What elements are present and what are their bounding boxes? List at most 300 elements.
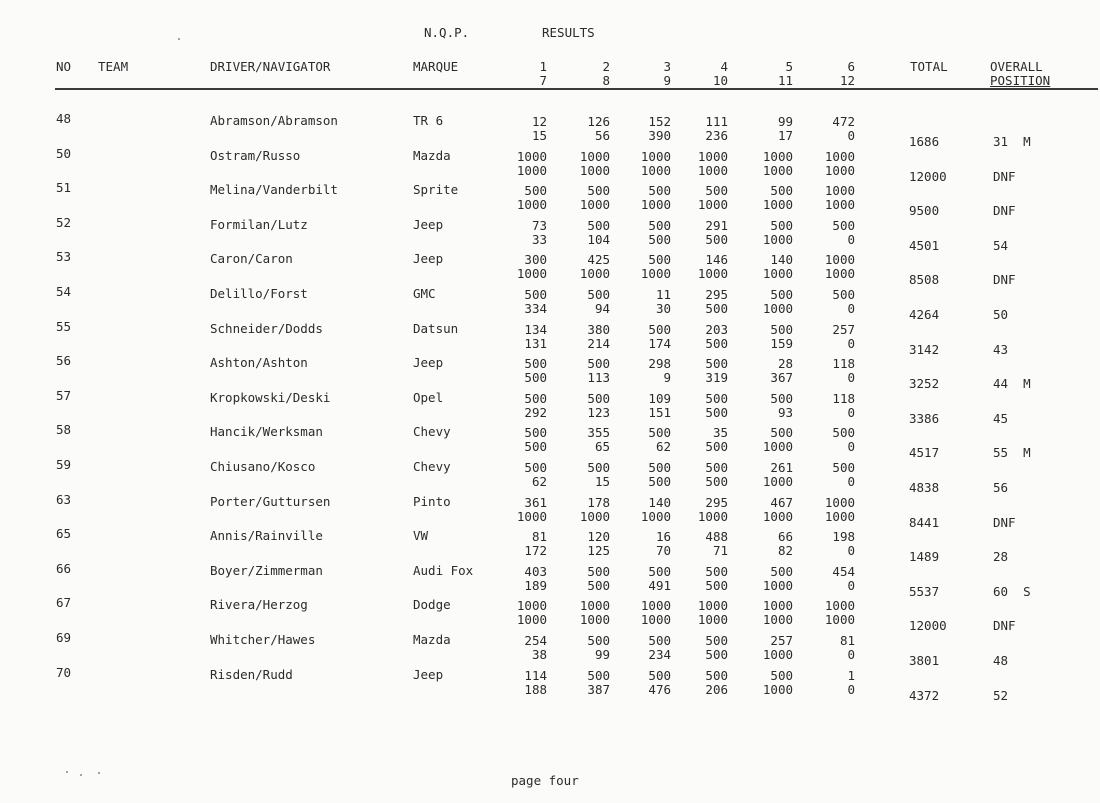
leg-score: 500 xyxy=(770,322,793,337)
leg-score: 71 xyxy=(712,543,728,558)
overall-position: 44 M xyxy=(993,376,1031,391)
leg-score: 0 xyxy=(847,370,855,385)
marque: Audi Fox xyxy=(413,563,474,578)
leg-score: 1000 xyxy=(640,163,671,178)
leg-score: 500 xyxy=(587,287,610,302)
overall-position: 50 xyxy=(993,307,1009,322)
driver-navigator: Rivera/Herzog xyxy=(210,597,308,612)
leg-score: 65 xyxy=(594,439,610,454)
overall-position: 54 xyxy=(993,238,1009,253)
leg-score: 500 xyxy=(705,183,728,198)
leg-heading: 10 xyxy=(712,73,728,88)
leg-score: 454 xyxy=(832,564,855,579)
total-score: 3801 xyxy=(909,653,940,668)
driver-navigator: Formilan/Lutz xyxy=(210,217,308,232)
leg-score: 28 xyxy=(777,356,793,371)
overall-position: 56 xyxy=(993,480,1009,495)
leg-score: 236 xyxy=(705,128,728,143)
leg-score: 104 xyxy=(587,232,610,247)
speck xyxy=(98,772,100,774)
leg-score: 500 xyxy=(587,460,610,475)
leg-score: 188 xyxy=(524,682,547,697)
total-score: 4517 xyxy=(909,445,940,460)
leg-score: 206 xyxy=(705,682,728,697)
leg-score: 1000 xyxy=(762,266,793,281)
marque: Datsun xyxy=(413,321,459,336)
leg-score: 134 xyxy=(524,322,547,337)
entry-number: 69 xyxy=(56,630,72,645)
leg-score: 0 xyxy=(847,336,855,351)
marque: Jeep xyxy=(413,217,444,232)
leg-score: 109 xyxy=(648,391,671,406)
leg-score: 1000 xyxy=(579,163,610,178)
leg-score: 500 xyxy=(524,391,547,406)
leg-score: 500 xyxy=(705,439,728,454)
leg-score: 1000 xyxy=(824,509,855,524)
leg-score: 500 xyxy=(648,425,671,440)
total-score: 12000 xyxy=(909,169,947,184)
leg-score: 203 xyxy=(705,322,728,337)
leg-score: 254 xyxy=(524,633,547,648)
leg-score: 500 xyxy=(587,356,610,371)
leg-heading: 3 xyxy=(663,59,671,74)
driver-navigator: Boyer/Zimmerman xyxy=(210,563,323,578)
leg-score: 500 xyxy=(524,460,547,475)
leg-score: 118 xyxy=(832,356,855,371)
entry-number: 67 xyxy=(56,595,72,610)
leg-score: 198 xyxy=(832,529,855,544)
marque: TR 6 xyxy=(413,113,444,128)
leg-score: 1000 xyxy=(579,612,610,627)
leg-score: 1000 xyxy=(640,509,671,524)
leg-score: 0 xyxy=(847,647,855,662)
leg-score: 1000 xyxy=(697,266,728,281)
speck xyxy=(66,771,68,773)
total-score: 4838 xyxy=(909,480,940,495)
driver-navigator: Abramson/Abramson xyxy=(210,113,338,128)
leg-heading: 2 xyxy=(602,59,610,74)
leg-score: 0 xyxy=(847,682,855,697)
leg-score: 1000 xyxy=(762,149,793,164)
leg-score: 15 xyxy=(594,474,610,489)
overall-position: 60 S xyxy=(993,584,1031,599)
leg-score: 30 xyxy=(655,301,671,316)
leg-score: 1000 xyxy=(824,163,855,178)
entry-number: 54 xyxy=(56,284,72,299)
leg-score: 114 xyxy=(524,668,547,683)
total-score: 5537 xyxy=(909,584,940,599)
leg-score: 1000 xyxy=(640,197,671,212)
leg-score: 500 xyxy=(705,301,728,316)
leg-score: 1000 xyxy=(640,266,671,281)
leg-score: 1000 xyxy=(762,301,793,316)
marque: Jeep xyxy=(413,251,444,266)
entry-number: 57 xyxy=(56,388,72,403)
driver-navigator: Hancik/Werksman xyxy=(210,424,323,439)
leg-score: 1000 xyxy=(697,149,728,164)
title-nqp: N.Q.P. xyxy=(424,25,470,40)
leg-score: 500 xyxy=(524,287,547,302)
leg-score: 425 xyxy=(587,252,610,267)
leg-score: 0 xyxy=(847,474,855,489)
leg-score: 295 xyxy=(705,287,728,302)
leg-score: 111 xyxy=(705,114,728,129)
leg-score: 1000 xyxy=(824,197,855,212)
header-rule xyxy=(55,88,1098,90)
leg-score: 500 xyxy=(524,425,547,440)
leg-score: 500 xyxy=(524,370,547,385)
marque: Dodge xyxy=(413,597,451,612)
leg-score: 500 xyxy=(587,564,610,579)
heading-driver: DRIVER/NAVIGATOR xyxy=(210,59,331,74)
driver-navigator: Ashton/Ashton xyxy=(210,355,308,370)
leg-score: 500 xyxy=(587,183,610,198)
driver-navigator: Whitcher/Hawes xyxy=(210,632,316,647)
leg-score: 1 xyxy=(847,668,855,683)
leg-score: 291 xyxy=(705,218,728,233)
leg-score: 387 xyxy=(587,682,610,697)
leg-score: 118 xyxy=(832,391,855,406)
heading-marque: MARQUE xyxy=(413,59,459,74)
title-results: RESULTS xyxy=(542,25,595,40)
leg-score: 1000 xyxy=(762,509,793,524)
leg-score: 334 xyxy=(524,301,547,316)
leg-score: 66 xyxy=(777,529,793,544)
leg-score: 500 xyxy=(705,336,728,351)
marque: Mazda xyxy=(413,632,451,647)
entry-number: 56 xyxy=(56,353,72,368)
entry-number: 55 xyxy=(56,319,72,334)
leg-score: 500 xyxy=(832,425,855,440)
leg-score: 1000 xyxy=(762,612,793,627)
leg-score: 1000 xyxy=(579,197,610,212)
total-score: 4372 xyxy=(909,688,940,703)
leg-score: 1000 xyxy=(697,612,728,627)
leg-score: 214 xyxy=(587,336,610,351)
leg-score: 500 xyxy=(587,391,610,406)
entry-number: 48 xyxy=(56,111,72,126)
driver-navigator: Annis/Rainville xyxy=(210,528,323,543)
driver-navigator: Ostram/Russo xyxy=(210,148,301,163)
leg-score: 500 xyxy=(524,183,547,198)
leg-score: 1000 xyxy=(579,266,610,281)
leg-score: 62 xyxy=(531,474,547,489)
leg-score: 500 xyxy=(587,218,610,233)
entry-number: 50 xyxy=(56,146,72,161)
leg-score: 1000 xyxy=(516,598,547,613)
leg-score: 56 xyxy=(594,128,610,143)
heading-team: TEAM xyxy=(98,59,129,74)
leg-score: 94 xyxy=(594,301,610,316)
leg-score: 500 xyxy=(705,391,728,406)
entry-number: 70 xyxy=(56,665,72,680)
leg-score: 126 xyxy=(587,114,610,129)
leg-score: 319 xyxy=(705,370,728,385)
leg-score: 367 xyxy=(770,370,793,385)
leg-score: 1000 xyxy=(697,598,728,613)
leg-score: 99 xyxy=(594,647,610,662)
leg-score: 1000 xyxy=(824,183,855,198)
leg-score: 500 xyxy=(705,564,728,579)
leg-score: 500 xyxy=(587,668,610,683)
leg-score: 0 xyxy=(847,405,855,420)
leg-score: 17 xyxy=(777,128,793,143)
total-score: 8441 xyxy=(909,515,940,530)
leg-score: 1000 xyxy=(516,149,547,164)
leg-score: 1000 xyxy=(824,598,855,613)
leg-score: 257 xyxy=(770,633,793,648)
leg-score: 500 xyxy=(648,668,671,683)
leg-score: 500 xyxy=(648,232,671,247)
leg-score: 500 xyxy=(705,405,728,420)
leg-score: 500 xyxy=(770,287,793,302)
heading-total: TOTAL xyxy=(910,59,948,74)
leg-score: 1000 xyxy=(762,682,793,697)
entry-number: 63 xyxy=(56,492,72,507)
leg-score: 500 xyxy=(770,391,793,406)
leg-score: 257 xyxy=(832,322,855,337)
entry-number: 53 xyxy=(56,249,72,264)
leg-score: 292 xyxy=(524,405,547,420)
leg-score: 0 xyxy=(847,578,855,593)
overall-position: DNF xyxy=(993,203,1016,218)
leg-score: 500 xyxy=(705,232,728,247)
driver-navigator: Porter/Guttursen xyxy=(210,494,331,509)
leg-score: 500 xyxy=(524,439,547,454)
leg-score: 500 xyxy=(705,647,728,662)
leg-score: 1000 xyxy=(697,509,728,524)
marque: Chevy xyxy=(413,459,451,474)
leg-score: 1000 xyxy=(762,474,793,489)
leg-score: 500 xyxy=(648,460,671,475)
entry-number: 58 xyxy=(56,422,72,437)
speck xyxy=(80,774,82,776)
total-score: 8508 xyxy=(909,272,940,287)
leg-score: 298 xyxy=(648,356,671,371)
heading-position: POSITION xyxy=(990,73,1051,88)
leg-score: 0 xyxy=(847,232,855,247)
leg-score: 1000 xyxy=(824,149,855,164)
leg-score: 189 xyxy=(524,578,547,593)
driver-navigator: Melina/Vanderbilt xyxy=(210,182,338,197)
leg-score: 1000 xyxy=(824,252,855,267)
leg-score: 1000 xyxy=(762,598,793,613)
leg-score: 1000 xyxy=(640,149,671,164)
leg-score: 140 xyxy=(770,252,793,267)
leg-score: 1000 xyxy=(516,163,547,178)
overall-position: 31 M xyxy=(993,134,1031,149)
leg-score: 172 xyxy=(524,543,547,558)
leg-score: 113 xyxy=(587,370,610,385)
leg-score: 500 xyxy=(705,578,728,593)
leg-score: 500 xyxy=(648,322,671,337)
leg-score: 500 xyxy=(524,356,547,371)
leg-score: 93 xyxy=(777,405,793,420)
total-score: 3252 xyxy=(909,376,940,391)
leg-score: 295 xyxy=(705,495,728,510)
leg-score: 82 xyxy=(777,543,793,558)
entry-number: 52 xyxy=(56,215,72,230)
marque: Chevy xyxy=(413,424,451,439)
leg-score: 500 xyxy=(648,474,671,489)
leg-score: 0 xyxy=(847,543,855,558)
overall-position: 28 xyxy=(993,549,1009,564)
leg-score: 9 xyxy=(663,370,671,385)
driver-navigator: Delillo/Forst xyxy=(210,286,308,301)
entry-number: 59 xyxy=(56,457,72,472)
leg-score: 500 xyxy=(705,460,728,475)
leg-score: 146 xyxy=(705,252,728,267)
marque: Mazda xyxy=(413,148,451,163)
leg-score: 1000 xyxy=(640,598,671,613)
overall-position: 43 xyxy=(993,342,1009,357)
total-score: 3142 xyxy=(909,342,940,357)
overall-position: DNF xyxy=(993,618,1016,633)
leg-heading: 5 xyxy=(785,59,793,74)
leg-score: 467 xyxy=(770,495,793,510)
leg-score: 472 xyxy=(832,114,855,129)
leg-score: 16 xyxy=(655,529,671,544)
driver-navigator: Chiusano/Kosco xyxy=(210,459,316,474)
leg-score: 1000 xyxy=(516,197,547,212)
leg-score: 1000 xyxy=(762,439,793,454)
leg-score: 500 xyxy=(832,460,855,475)
marque: GMC xyxy=(413,286,436,301)
heading-no: NO xyxy=(56,59,72,74)
leg-score: 1000 xyxy=(824,266,855,281)
leg-score: 1000 xyxy=(762,578,793,593)
leg-score: 33 xyxy=(531,232,547,247)
marque: Pinto xyxy=(413,494,451,509)
leg-heading: 9 xyxy=(663,73,671,88)
leg-score: 1000 xyxy=(579,509,610,524)
leg-heading: 1 xyxy=(539,59,547,74)
marque: Jeep xyxy=(413,355,444,370)
leg-score: 500 xyxy=(770,564,793,579)
entry-number: 51 xyxy=(56,180,72,195)
leg-score: 355 xyxy=(587,425,610,440)
leg-score: 380 xyxy=(587,322,610,337)
overall-position: 55 M xyxy=(993,445,1031,460)
leg-score: 500 xyxy=(648,564,671,579)
overall-position: 45 xyxy=(993,411,1009,426)
leg-score: 12 xyxy=(531,114,547,129)
leg-score: 361 xyxy=(524,495,547,510)
leg-score: 500 xyxy=(705,668,728,683)
leg-score: 500 xyxy=(648,218,671,233)
entry-number: 65 xyxy=(56,526,72,541)
total-score: 9500 xyxy=(909,203,940,218)
leg-heading: 6 xyxy=(847,59,855,74)
leg-score: 500 xyxy=(832,287,855,302)
overall-position: DNF xyxy=(993,515,1016,530)
total-score: 12000 xyxy=(909,618,947,633)
leg-heading: 11 xyxy=(777,73,793,88)
total-score: 4501 xyxy=(909,238,940,253)
entry-number: 66 xyxy=(56,561,72,576)
total-score: 3386 xyxy=(909,411,940,426)
leg-score: 81 xyxy=(839,633,855,648)
total-score: 4264 xyxy=(909,307,940,322)
speck xyxy=(178,38,180,40)
leg-score: 15 xyxy=(531,128,547,143)
marque: VW xyxy=(413,528,429,543)
leg-score: 120 xyxy=(587,529,610,544)
leg-score: 500 xyxy=(648,633,671,648)
leg-score: 1000 xyxy=(579,598,610,613)
overall-position: DNF xyxy=(993,169,1016,184)
leg-score: 500 xyxy=(587,633,610,648)
leg-score: 403 xyxy=(524,564,547,579)
leg-score: 1000 xyxy=(579,149,610,164)
driver-navigator: Kropkowski/Deski xyxy=(210,390,331,405)
leg-score: 174 xyxy=(648,336,671,351)
leg-score: 1000 xyxy=(697,197,728,212)
heading-overall: OVERALL xyxy=(990,59,1043,74)
leg-score: 151 xyxy=(648,405,671,420)
total-score: 1686 xyxy=(909,134,940,149)
leg-score: 491 xyxy=(648,578,671,593)
leg-heading: 7 xyxy=(539,73,547,88)
leg-score: 140 xyxy=(648,495,671,510)
leg-score: 500 xyxy=(770,425,793,440)
leg-score: 500 xyxy=(587,578,610,593)
page-footer: page four xyxy=(511,773,579,788)
leg-score: 11 xyxy=(655,287,671,302)
leg-score: 1000 xyxy=(762,197,793,212)
marque: Jeep xyxy=(413,667,444,682)
leg-score: 73 xyxy=(531,218,547,233)
leg-score: 131 xyxy=(524,336,547,351)
leg-score: 0 xyxy=(847,128,855,143)
leg-score: 261 xyxy=(770,460,793,475)
leg-score: 1000 xyxy=(824,612,855,627)
leg-score: 500 xyxy=(770,183,793,198)
leg-score: 38 xyxy=(531,647,547,662)
leg-score: 500 xyxy=(705,474,728,489)
leg-score: 476 xyxy=(648,682,671,697)
leg-score: 1000 xyxy=(762,647,793,662)
leg-score: 300 xyxy=(524,252,547,267)
overall-position: 52 xyxy=(993,688,1009,703)
leg-score: 500 xyxy=(705,356,728,371)
leg-score: 159 xyxy=(770,336,793,351)
leg-score: 0 xyxy=(847,439,855,454)
leg-score: 0 xyxy=(847,301,855,316)
leg-score: 500 xyxy=(648,183,671,198)
leg-heading: 12 xyxy=(839,73,855,88)
leg-score: 1000 xyxy=(824,495,855,510)
leg-score: 81 xyxy=(531,529,547,544)
overall-position: DNF xyxy=(993,272,1016,287)
leg-score: 178 xyxy=(587,495,610,510)
leg-score: 1000 xyxy=(516,266,547,281)
leg-score: 234 xyxy=(648,647,671,662)
leg-score: 70 xyxy=(655,543,671,558)
leg-score: 500 xyxy=(705,633,728,648)
leg-score: 1000 xyxy=(516,509,547,524)
leg-score: 125 xyxy=(587,543,610,558)
leg-score: 500 xyxy=(832,218,855,233)
driver-navigator: Risden/Rudd xyxy=(210,667,293,682)
leg-score: 1000 xyxy=(516,612,547,627)
marque: Sprite xyxy=(413,182,459,197)
leg-score: 1000 xyxy=(762,163,793,178)
leg-score: 500 xyxy=(770,668,793,683)
leg-score: 123 xyxy=(587,405,610,420)
marque: Opel xyxy=(413,390,444,405)
leg-score: 99 xyxy=(777,114,793,129)
